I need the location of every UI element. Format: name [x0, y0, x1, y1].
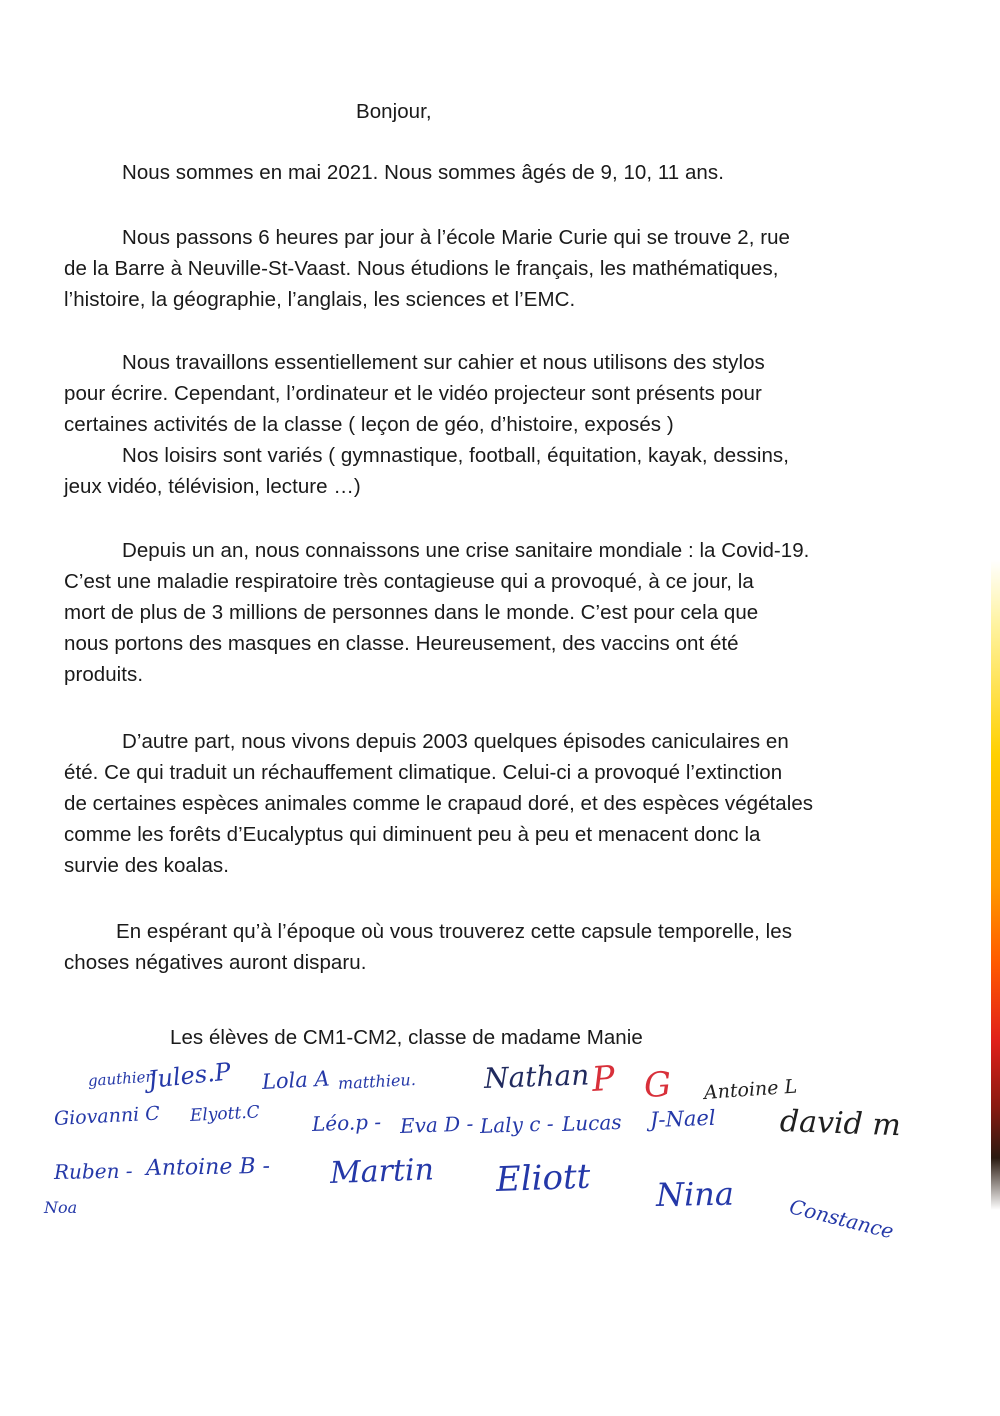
signature: Martin [329, 1152, 435, 1191]
signature: Ruben - [53, 1158, 133, 1184]
signature: david m [779, 1104, 902, 1144]
paragraph-5-line-1: Depuis un an, nous connaissons une crise sanitaire mondiale : la Covid-19. [122, 539, 810, 562]
signature: Elyott.C [189, 1102, 261, 1126]
signature: Lucas [561, 1109, 622, 1136]
paragraph-6-line-3: de certaines espèces animales comme le crapaud doré, et des espèces végétales [64, 792, 814, 815]
signature: Léo.p - [311, 1109, 382, 1136]
signature: Noa [44, 1198, 78, 1217]
paragraph-4-line-2: jeux vidéo, télévision, lecture …) [64, 475, 361, 498]
signature: Eliott [495, 1156, 592, 1200]
paragraph-7-line-1: En espérant qu’à l’époque où vous trouverez cette capsule temporelle, les [116, 920, 793, 943]
paragraph-5-line-4: nous portons des masques en classe. Heureusement, des vaccins ont été [64, 632, 739, 655]
signature: gauthier [87, 1067, 154, 1090]
signature: Antoine L [703, 1075, 798, 1104]
paragraph-3-line-2: pour écrire. Cependant, l’ordinateur et le vidéo projecteur sont présents pour [64, 382, 762, 405]
closing-line: Les élèves de CM1-CM2, classe de madame Manie [170, 1026, 643, 1049]
paragraph-6-line-4: comme les forêts d’Eucalyptus qui diminuent peu à peu et menacent donc la [64, 823, 761, 846]
greeting: Bonjour, [356, 100, 432, 123]
signature: Nina [655, 1174, 735, 1214]
student-signatures [0, 1057, 1000, 1290]
paragraph-2-line-1: Nous passons 6 heures par jour à l’école Marie Curie qui se trouve 2, rue [122, 226, 790, 249]
paragraph-3-line-3: certaines activités de la classe ( leçon de géo, d’histoire, exposés ) [64, 413, 674, 436]
paragraph-5-line-2: C’est une maladie respiratoire très contagieuse qui a provoqué, à ce jour, la [64, 570, 754, 593]
signature: J-Nael [649, 1105, 716, 1132]
signature: Nathan [483, 1058, 590, 1095]
paragraph-2-line-2: de la Barre à Neuville-St-Vaast. Nous étudions le français, les mathématiques, [64, 257, 779, 280]
signature: Constance [787, 1194, 897, 1244]
paragraph-6-line-1: D’autre part, nous vivons depuis 2003 quelques épisodes caniculaires en [122, 730, 789, 753]
paragraph-6-line-5: survie des koalas. [64, 854, 229, 877]
paragraph-3-line-1: Nous travaillons essentiellement sur cahier et nous utilisons des stylos [122, 351, 765, 374]
signature: Jules.P [146, 1057, 233, 1094]
signature: Giovanni C [53, 1102, 161, 1130]
paragraph-4-line-1: Nos loisirs sont variés ( gymnastique, football, équitation, kayak, dessins, [122, 444, 789, 467]
signature: Laly c - [479, 1111, 554, 1138]
paragraph-5-line-5: produits. [64, 663, 144, 686]
signature: Antoine B - [145, 1153, 271, 1181]
paragraph-6-line-2: été. Ce qui traduit un réchauffement climatique. Celui-ci a provoqué l’extinction [64, 761, 783, 784]
signature: matthieu. [337, 1069, 417, 1093]
paragraph-7-line-2: choses négatives auront disparu. [64, 951, 367, 974]
signature: Eva D - [399, 1111, 474, 1138]
signature: Lola A [261, 1066, 331, 1094]
paragraph-1-line-1: Nous sommes en mai 2021. Nous sommes âgés de 9, 10, 11 ans. [122, 161, 724, 184]
paragraph-5-line-3: mort de plus de 3 millions de personnes dans le monde. C’est pour cela que [64, 601, 759, 624]
signature: G [642, 1064, 673, 1106]
signature: P [590, 1058, 617, 1100]
paragraph-2-line-3: l’histoire, la géographie, l’anglais, les sciences et l’EMC. [64, 288, 576, 311]
